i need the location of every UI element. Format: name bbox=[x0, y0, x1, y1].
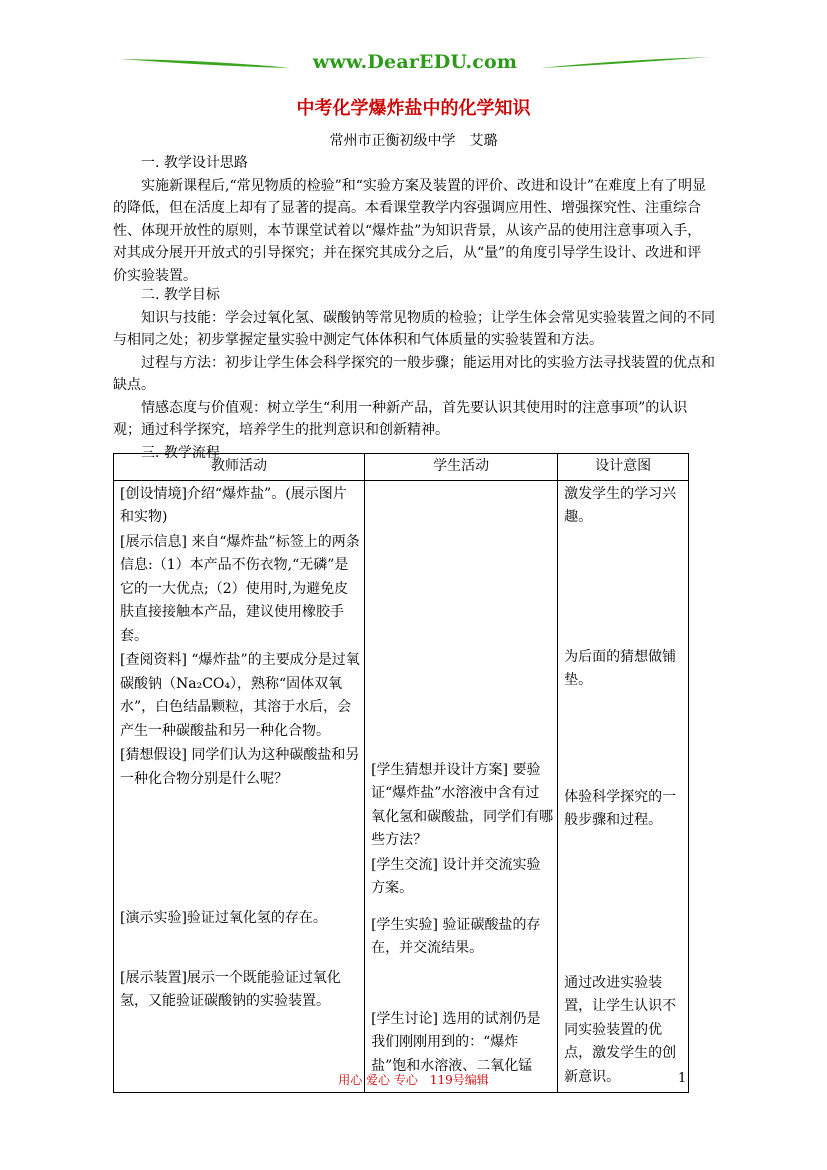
footer-text: 用心 爱心 专心 119号编辑 bbox=[338, 1073, 489, 1087]
section-design-idea bbox=[113, 152, 715, 287]
section-heading: 二. 教学目标 bbox=[141, 287, 220, 303]
student-activity-cell bbox=[365, 480, 558, 1093]
paragraph: 知识与技能：学会过氧化氢、碳酸钠等常见物质的检验；让学生体会常见实验装置之间的不同与相同之处；初步掌握定量实验中测定气体体积和气体质量的实验装置和方法。 bbox=[113, 309, 715, 348]
site-url[interactable]: www.DearEDU.com bbox=[312, 51, 518, 73]
cell-text: 通过改进实验装置，让学生认识不同实验装置的优点，激发学生的创新意识。 bbox=[564, 974, 677, 1085]
cell-text: [演示实验]验证过氧化氢的存在。 bbox=[120, 910, 327, 926]
cell-text: [展示装置]展示一个既能验证过氧化氢，又能验证碳酸钠的实验装置。 bbox=[120, 969, 341, 1009]
design-intent-cell bbox=[558, 480, 689, 1093]
author-line: 常州市正衡初级中学 艾璐 bbox=[329, 133, 498, 149]
cell-text: [学生猜想并设计方案] 要验证“爆炸盐”水溶液中含有过氧化氢和碳酸盐，同学们有哪些方法？ bbox=[371, 761, 554, 848]
cell-text: [学生讨论] 选用的试剂仍是我们刚刚用到的：“爆炸盐”饱和水溶液、二氧化锰 bbox=[371, 1010, 541, 1074]
teacher-activity-cell bbox=[114, 480, 365, 1093]
cell-text: [查阅资料] “爆炸盐”的主要成分是过氧碳酸钠（Na₂CO₄），熟称“固体双氧水”，白色结晶颗粒，其溶于水后，会产生一种碳酸盐和另一种化合物。 bbox=[120, 652, 360, 739]
section-goals bbox=[113, 284, 715, 464]
cell-text: [学生实验] 验证碳酸盐的存在，并交流结果。 bbox=[371, 916, 541, 956]
cell-text: [学生交流] 设计并交流实验方案。 bbox=[371, 856, 541, 896]
cell-text: [猜想假设] 同学们认为这种碳酸盐和另一种化合物分别是什么呢？ bbox=[120, 747, 360, 787]
cell-text: [展示信息] 来自“爆炸盐”标签上的两条信息:（1）本产品不伤衣物,“无磷”是它的一大优点;（2）使用时,为避免皮肤直接接触本产品，建议使用橡胶手套。 bbox=[120, 533, 360, 644]
section-heading: 三. 教学流程 bbox=[141, 444, 220, 461]
paragraph: 过程与方法：初步让学生体会科学探究的一般步骤；能运用对比的实验方法寻找装置的优点和缺点。 bbox=[113, 354, 715, 393]
table-header-row bbox=[114, 454, 689, 481]
cell-text: 体验科学探究的一般步骤和过程。 bbox=[564, 788, 677, 828]
column-header: 教师活动 bbox=[114, 454, 365, 481]
paragraph: 情感态度与价值观：树立学生“利用一种新产品，首先要认识其使用时的注意事项”的认识观；通过科学探究，培养学生的批判意识和创新精神。 bbox=[113, 399, 688, 438]
table-row bbox=[114, 480, 689, 1093]
header-banner bbox=[120, 48, 710, 78]
cell-text: 激发学生的学习兴趣。 bbox=[564, 485, 677, 525]
column-header: 学生活动 bbox=[365, 454, 558, 481]
document-title: 中考化学爆炸盐中的化学知识 bbox=[296, 98, 531, 119]
teaching-flow-table bbox=[113, 453, 689, 1093]
column-header: 设计意图 bbox=[558, 454, 689, 481]
cell-text: 为后面的猜想做铺垫。 bbox=[564, 648, 677, 688]
section-heading: 一. 教学设计思路 bbox=[141, 155, 248, 171]
paragraph: 实施新课程后,“常见物质的检验”和“实验方案及装置的评价、改进和设计”在难度上有了明显的降低，但在活度上却有了显著的提高。本看课堂教学内容强调应用性、增强探究性、注重综合性、体现开放性的原则，本节课堂试着以“爆炸盐”为知识背景，从该产品的使用注意事项入手，对其成分展开开放式的引导探究；并在探究其成分之后，从“量”的角度引导学生设计、改进和评价实验装置。 bbox=[113, 177, 707, 284]
page-number: 1 bbox=[678, 1071, 687, 1086]
cell-text: [创设情境]介绍“爆炸盐”。(展示图片和实物) bbox=[120, 485, 347, 525]
